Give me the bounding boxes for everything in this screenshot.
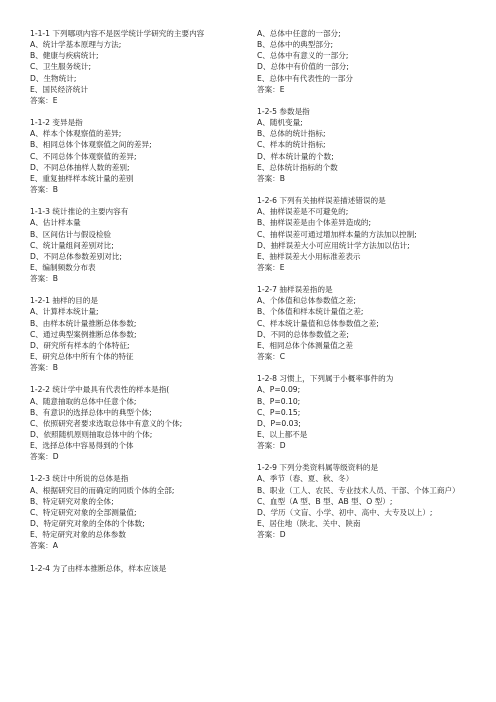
question-1-2-3	[30, 473, 242, 551]
question-1-1-3	[30, 206, 242, 284]
option-b: B、职业（工人、农民、专业技术人员、干部、个体工商户）	[257, 485, 460, 495]
option-d: D、样本统计量的个数;	[257, 151, 334, 161]
answer-label: 答案：	[257, 173, 280, 183]
option-b: B、由样本统计量推断总体参数;	[30, 318, 137, 328]
option-d: D、依照随机原则抽取总体中的个体;	[30, 430, 153, 439]
option-c: C、特定研究对象的全部测量值;	[30, 507, 137, 517]
option-d: D、特定研究对象的全体的个体数;	[30, 519, 145, 529]
question-1-2-8	[257, 373, 469, 451]
option-d: D、学历（文盲、小学、初中、高中、大专及以上）;	[257, 507, 433, 517]
question-stem: 1-1-3 统计推论的主要内容有	[30, 207, 129, 217]
option-a: A、随意抽取的总体中任意个体;	[30, 396, 137, 406]
answer-line	[257, 84, 469, 95]
question-stem: 1-2-2 统计学中最具有代表性的样本是指(	[30, 385, 170, 395]
question-1-2-4	[30, 563, 242, 574]
option-c: C、通过典型案例推断总体参数;	[30, 329, 137, 339]
question-stem: 1-2-7 抽样误差指的是	[257, 285, 333, 295]
question-1-1-2	[30, 117, 242, 195]
question-stem: 1-2-5 参数是指	[257, 106, 310, 116]
option-e: E、总体统计指标的个数	[257, 162, 338, 172]
answer-label: 答案：	[30, 452, 53, 462]
option-c: C、卫生服务统计;	[30, 62, 92, 72]
option-e: E、抽样误差大小用标准差表示	[257, 251, 361, 261]
answer-label: 答案：	[257, 84, 280, 94]
question-stem: 1-2-6 下列有关抽样误差描述错误的是	[257, 196, 386, 206]
option-b: B、相同总体个体观察值之间的差异;	[30, 140, 152, 150]
option-e: E、以上都不是	[257, 430, 308, 439]
answer-value: E	[52, 95, 58, 105]
question-1-2-5	[257, 106, 469, 184]
answer-value: D	[279, 530, 286, 540]
answer-value: E	[279, 84, 285, 94]
option-d: D、不同总体参数差别对比;	[30, 251, 122, 261]
option-e: E、特定研究对象的总体参数	[30, 530, 126, 540]
answer-value: A	[52, 541, 58, 551]
question-1-2-9	[257, 462, 469, 540]
option-e: E、居住地（陕北、关中、陕南	[257, 519, 361, 529]
option-b: B、区间估计与假设检验	[30, 229, 112, 239]
question-stem: 1-1-1 下列哪项内容不是医学统计学研究的主要内容	[30, 29, 205, 38]
answer-line	[30, 540, 242, 551]
question-1-2-2	[30, 384, 242, 462]
option-a: A、估计样本量	[30, 218, 81, 228]
option-a: A、根据研究目的而确定的同质个体的全部;	[30, 485, 175, 495]
option-d: D、生物统计;	[30, 73, 77, 83]
answer-label: 答案：	[257, 441, 280, 451]
option-e: E、总体中有代表性的一部分	[257, 73, 353, 83]
option-a: A、季节（春、夏、秋、冬）	[257, 474, 354, 484]
answer-value: B	[52, 274, 58, 284]
answer-line	[30, 451, 242, 462]
answer-label: 答案：	[30, 95, 53, 105]
answer-line	[30, 362, 242, 373]
option-d: D、总体中有价值的一部分;	[257, 62, 349, 72]
option-a: A、P=0.09;	[257, 385, 301, 395]
option-b: B、总体的统计指标;	[257, 129, 326, 139]
option-a: A、总体中任意的一部分;	[257, 29, 341, 38]
question-stem: 1-2-9 下列分类资料属等级资料的是	[257, 463, 379, 473]
question-stem: 1-2-4 为了由样本推断总体，样本应该是	[30, 563, 167, 573]
right-column	[257, 28, 469, 551]
option-e: E、重复抽样样本统计量的差别	[30, 173, 134, 183]
option-a: A、样本个体观察值的差异;	[30, 129, 122, 139]
option-b: B、特定研究对象的全体;	[30, 496, 114, 506]
option-a: A、计算样本统计量;	[30, 307, 99, 317]
question-stem: 1-2-1 抽样的目的是	[30, 296, 98, 306]
answer-value: D	[279, 441, 286, 451]
option-c: C、总体中有意义的一部分;	[257, 51, 349, 61]
answer-line	[257, 529, 469, 540]
option-e: E、编制频数分布表	[30, 262, 96, 272]
question-stem: 1-1-2 变异是指	[30, 118, 83, 128]
question-1-1-1	[30, 28, 242, 106]
answer-value: B	[279, 173, 285, 183]
option-b: B、个体值和样本统计量值之差;	[257, 307, 364, 317]
answer-label: 答案：	[257, 530, 280, 540]
question-1-2-6	[257, 195, 469, 273]
answer-line	[257, 173, 469, 184]
answer-line	[257, 440, 469, 451]
answer-value: C	[279, 352, 286, 362]
answer-value: D	[52, 452, 59, 462]
option-e: E、国民经济统计	[30, 84, 88, 94]
option-b: B、总体中的典型部分;	[257, 40, 334, 50]
answer-line	[30, 184, 242, 195]
option-e: E、选择总体中容易得到的个体	[30, 441, 134, 451]
answer-line	[257, 262, 469, 273]
option-d: D、P=0.03;	[257, 418, 301, 428]
answer-line	[257, 351, 469, 362]
option-c: C、统计量组间差别对比;	[30, 240, 114, 250]
option-b: B、抽样误差是由个体差异造成的;	[257, 218, 372, 228]
option-e: E、相同总体个体测量值之差	[257, 340, 353, 350]
answer-label: 答案：	[30, 185, 53, 195]
option-d: D、不同总体抽样人数的差别;	[30, 162, 130, 172]
option-b: B、健康与疾病统计;	[30, 51, 99, 61]
answer-line	[30, 95, 242, 106]
answer-line	[30, 273, 242, 284]
option-c: C、血型（A 型、B 型、AB 型、O 型）;	[257, 496, 393, 506]
question-stem: 1-2-3 统计中所说的总体是指	[30, 474, 129, 484]
option-b: B、P=0.10;	[257, 396, 301, 406]
answer-label: 答案：	[30, 363, 53, 373]
answer-label: 答案：	[257, 262, 280, 272]
option-c: C、抽样误差可通过增加样本量的方法加以控制;	[257, 229, 417, 239]
option-d: D、抽样误差大小可应用统计学方法加以估计;	[257, 240, 410, 250]
answer-value: B	[52, 185, 58, 195]
option-a: A、统计学基本原理与方法;	[30, 40, 122, 50]
option-b: B、有意识的选择总体中的典型个体;	[30, 407, 152, 417]
option-c: C、样本的统计指标;	[257, 140, 326, 150]
question-1-2-1	[30, 295, 242, 373]
option-a: A、抽样误差是不可避免的;	[257, 207, 349, 217]
question-1-2-4-continued	[257, 28, 469, 95]
answer-label: 答案：	[30, 274, 53, 284]
option-d: D、研究所有样本的个体特征;	[30, 340, 130, 350]
answer-value: E	[279, 262, 285, 272]
option-d: D、不同的总体参数值之差;	[257, 329, 349, 339]
option-a: A、个体值和总体参数值之差;	[257, 296, 356, 306]
option-c: C、不同总体个体观察值的差异;	[30, 151, 137, 161]
option-c: C、P=0.15;	[257, 407, 301, 417]
answer-label: 答案：	[257, 352, 280, 362]
question-stem: 1-2-8 习惯上，下列属于小概率事件的为	[257, 374, 394, 384]
option-e: E、研究总体中所有个体的特征	[30, 352, 134, 362]
answer-label: 答案：	[30, 541, 53, 551]
answer-value: B	[52, 363, 58, 373]
left-column	[30, 28, 242, 585]
question-1-2-7	[257, 284, 469, 362]
option-c: C、样本统计量值和总体参数值之差;	[257, 318, 379, 328]
option-a: A、随机变量;	[257, 118, 303, 128]
option-c: C、依照研究者要求选取总体中有意义的个体;	[30, 418, 183, 428]
